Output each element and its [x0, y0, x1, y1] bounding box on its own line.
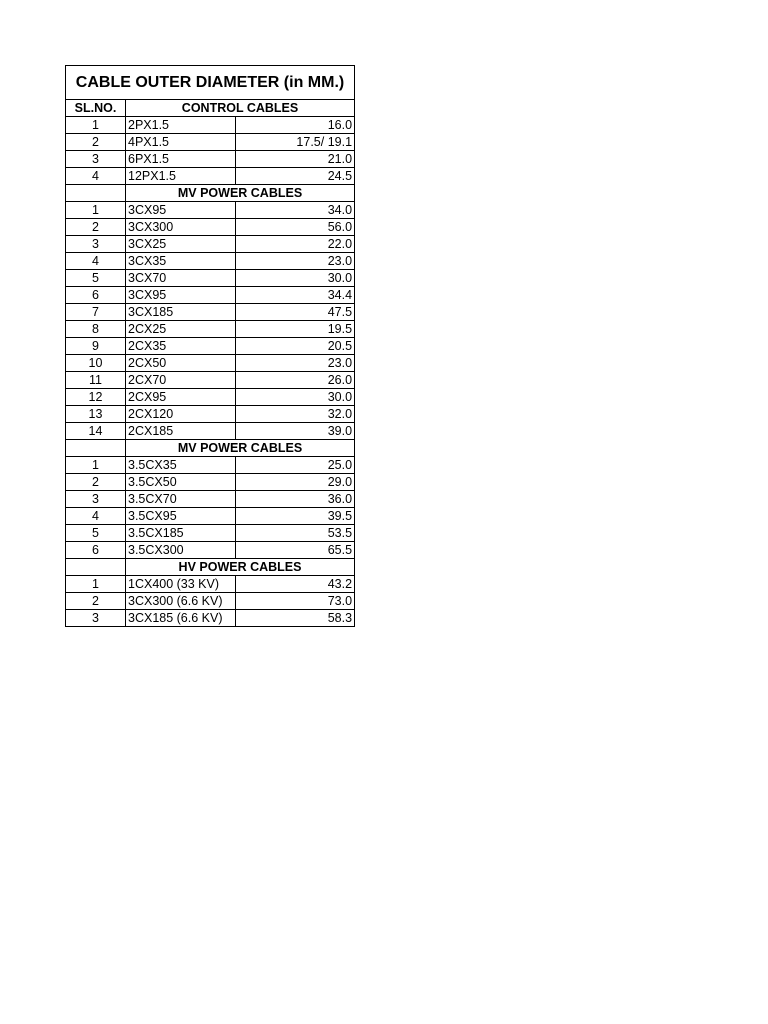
cable-size-cell: 3CX35 [126, 253, 236, 270]
serial-number-cell: 12 [66, 389, 126, 406]
serial-number-cell: 14 [66, 423, 126, 440]
serial-number-cell: 3 [66, 610, 126, 627]
table-row [66, 593, 355, 610]
cable-size-cell: 3CX300 (6.6 KV) [126, 593, 236, 610]
outer-diameter-cell: 26.0 [236, 372, 355, 389]
outer-diameter-cell: 34.4 [236, 287, 355, 304]
outer-diameter-cell: 73.0 [236, 593, 355, 610]
table-row [66, 338, 355, 355]
cable-size-cell: 3CX25 [126, 236, 236, 253]
table-row [66, 474, 355, 491]
table-row [66, 117, 355, 134]
serial-number-cell: 7 [66, 304, 126, 321]
outer-diameter-cell: 23.0 [236, 355, 355, 372]
cable-size-cell: 2CX95 [126, 389, 236, 406]
cable-size-cell: 2PX1.5 [126, 117, 236, 134]
outer-diameter-cell: 43.2 [236, 576, 355, 593]
outer-diameter-cell: 39.5 [236, 508, 355, 525]
serial-number-cell: 3 [66, 151, 126, 168]
table-row [66, 151, 355, 168]
cable-size-cell: 2CX50 [126, 355, 236, 372]
cable-size-cell: 3.5CX185 [126, 525, 236, 542]
blank-cell [66, 185, 126, 202]
serial-number-cell: 4 [66, 253, 126, 270]
outer-diameter-cell: 65.5 [236, 542, 355, 559]
outer-diameter-cell: 34.0 [236, 202, 355, 219]
table-row [66, 610, 355, 627]
cable-size-cell: 3CX95 [126, 202, 236, 219]
table-row [66, 525, 355, 542]
cable-size-cell: 3CX185 [126, 304, 236, 321]
table-row [66, 134, 355, 151]
cable-size-cell: 3.5CX300 [126, 542, 236, 559]
cable-size-cell: 2CX70 [126, 372, 236, 389]
table-row [66, 406, 355, 423]
cable-diameter-table [65, 65, 355, 627]
title-row [66, 66, 355, 100]
cable-size-cell: 3CX300 [126, 219, 236, 236]
cable-size-cell: 6PX1.5 [126, 151, 236, 168]
serial-number-cell: 1 [66, 576, 126, 593]
table-row [66, 457, 355, 474]
serial-number-cell: 9 [66, 338, 126, 355]
table-row [66, 219, 355, 236]
serial-number-cell: 1 [66, 202, 126, 219]
cable-size-cell: 2CX120 [126, 406, 236, 423]
table-row [66, 355, 355, 372]
table-row [66, 304, 355, 321]
outer-diameter-cell: 47.5 [236, 304, 355, 321]
table-row [66, 508, 355, 525]
serial-number-cell: 1 [66, 457, 126, 474]
table-row [66, 491, 355, 508]
serial-number-cell: 1 [66, 117, 126, 134]
serial-number-cell: 5 [66, 270, 126, 287]
serial-number-cell: 2 [66, 593, 126, 610]
table-row [66, 287, 355, 304]
blank-cell [66, 559, 126, 576]
serial-number-cell: 3 [66, 236, 126, 253]
cable-size-cell: 12PX1.5 [126, 168, 236, 185]
cable-size-cell: 4PX1.5 [126, 134, 236, 151]
section-heading: MV POWER CABLES [126, 440, 355, 457]
table-row [66, 389, 355, 406]
cable-size-cell: 3.5CX95 [126, 508, 236, 525]
table-row [66, 576, 355, 593]
section-heading: CONTROL CABLES [126, 100, 355, 117]
outer-diameter-cell: 23.0 [236, 253, 355, 270]
blank-cell [66, 440, 126, 457]
cable-diameter-sheet [65, 65, 354, 627]
outer-diameter-cell: 20.5 [236, 338, 355, 355]
serial-number-cell: 6 [66, 542, 126, 559]
table-row [66, 168, 355, 185]
table-row [66, 202, 355, 219]
outer-diameter-cell: 53.5 [236, 525, 355, 542]
outer-diameter-cell: 36.0 [236, 491, 355, 508]
outer-diameter-cell: 25.0 [236, 457, 355, 474]
outer-diameter-cell: 21.0 [236, 151, 355, 168]
table-row [66, 236, 355, 253]
table-row [66, 372, 355, 389]
serial-number-cell: 2 [66, 474, 126, 491]
outer-diameter-cell: 30.0 [236, 270, 355, 287]
cable-size-cell: 3.5CX35 [126, 457, 236, 474]
section-header-row [66, 100, 355, 117]
serial-number-cell: 10 [66, 355, 126, 372]
outer-diameter-cell: 32.0 [236, 406, 355, 423]
table-body [66, 100, 355, 627]
serial-column-header: SL.NO. [66, 100, 126, 117]
serial-number-cell: 11 [66, 372, 126, 389]
serial-number-cell: 2 [66, 219, 126, 236]
outer-diameter-cell: 17.5/ 19.1 [236, 134, 355, 151]
serial-number-cell: 4 [66, 168, 126, 185]
outer-diameter-cell: 56.0 [236, 219, 355, 236]
serial-number-cell: 13 [66, 406, 126, 423]
serial-number-cell: 4 [66, 508, 126, 525]
cable-size-cell: 3.5CX50 [126, 474, 236, 491]
cable-size-cell: 2CX185 [126, 423, 236, 440]
table-row [66, 423, 355, 440]
outer-diameter-cell: 16.0 [236, 117, 355, 134]
table-row [66, 253, 355, 270]
section-heading: MV POWER CABLES [126, 185, 355, 202]
cable-size-cell: 3.5CX70 [126, 491, 236, 508]
cable-size-cell: 3CX95 [126, 287, 236, 304]
outer-diameter-cell: 39.0 [236, 423, 355, 440]
table-row [66, 542, 355, 559]
cable-size-cell: 2CX35 [126, 338, 236, 355]
serial-number-cell: 5 [66, 525, 126, 542]
serial-number-cell: 3 [66, 491, 126, 508]
outer-diameter-cell: 58.3 [236, 610, 355, 627]
cable-size-cell: 1CX400 (33 KV) [126, 576, 236, 593]
sheet-title: CABLE OUTER DIAMETER (in MM.) [66, 66, 355, 100]
section-header-row [66, 440, 355, 457]
serial-number-cell: 8 [66, 321, 126, 338]
cable-size-cell: 2CX25 [126, 321, 236, 338]
section-header-row [66, 185, 355, 202]
section-header-row [66, 559, 355, 576]
outer-diameter-cell: 19.5 [236, 321, 355, 338]
table-row [66, 270, 355, 287]
serial-number-cell: 2 [66, 134, 126, 151]
cable-size-cell: 3CX70 [126, 270, 236, 287]
cable-size-cell: 3CX185 (6.6 KV) [126, 610, 236, 627]
outer-diameter-cell: 29.0 [236, 474, 355, 491]
outer-diameter-cell: 30.0 [236, 389, 355, 406]
outer-diameter-cell: 24.5 [236, 168, 355, 185]
section-heading: HV POWER CABLES [126, 559, 355, 576]
outer-diameter-cell: 22.0 [236, 236, 355, 253]
serial-number-cell: 6 [66, 287, 126, 304]
table-row [66, 321, 355, 338]
